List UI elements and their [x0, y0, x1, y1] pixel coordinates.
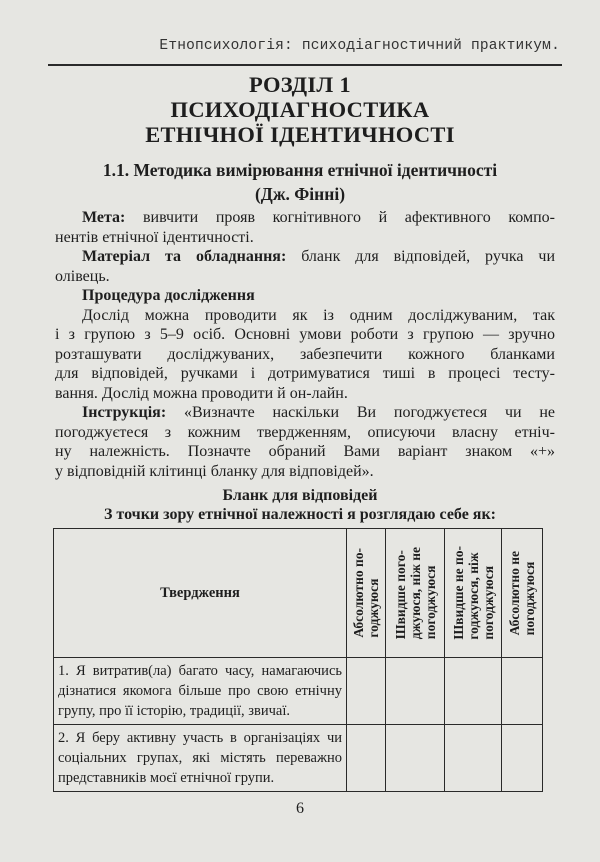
chapter-title-line1: ПСИХОДІАГНОСТИКА — [170, 97, 430, 122]
procedure-line: вання. Дослід можна проводити й он-лайн. — [55, 384, 348, 402]
instruction-line: погоджуєтеся з кожним твердженням, описуючи власну етніч- — [55, 423, 555, 441]
material-line1 — [82, 247, 555, 266]
instruction-line: ну належність. Позначте обраний Вами варіант знаком «+» — [55, 443, 555, 460]
answer-cell[interactable] — [502, 725, 543, 792]
statement-1: 1. Я витратив(ла) багато часу, намагаючись дізнатися якомога більше про свою етнічну групу, про її історію, традиції, звичаї. — [54, 658, 347, 725]
aim-label: Мета: — [82, 209, 126, 226]
page-number: 6 — [296, 800, 304, 817]
instruction-line1 — [82, 403, 555, 422]
column-header-statement: Твердження — [54, 529, 347, 658]
running-head: Етнопсихологія: психодіагностичний практикум. — [159, 38, 560, 54]
column-header-text: Швидше пого- джуюся, ніж не погоджуюся — [392, 546, 438, 640]
header-rule — [48, 64, 562, 66]
procedure-line: для відповідей, ручками і дотримуватися тиші в процесі тесту- — [55, 365, 555, 382]
answer-cell[interactable] — [445, 658, 502, 725]
instruction-line: у відповідній клітинці бланку для відповідей». — [55, 462, 374, 480]
table-header-row — [54, 529, 543, 658]
answer-cell[interactable] — [386, 725, 445, 792]
answer-cell[interactable] — [347, 658, 386, 725]
material-text: бланк для відповідей, ручка чи — [301, 248, 556, 265]
answer-cell[interactable] — [386, 658, 445, 725]
form-subtitle: З точки зору етнічної належності я розглядаю себе як: — [103, 506, 497, 523]
material-label: Матеріал та обладнання: — [82, 248, 287, 265]
column-header-text: Абсолютно по- годжуюся — [351, 548, 381, 638]
column-header-text: Швидше не по- годжуюся, ніж погоджуюся — [450, 546, 496, 640]
answer-cell[interactable] — [445, 725, 502, 792]
column-header-text: Абсолютно не погоджуюся — [507, 550, 537, 636]
instruction-label: Інструкція: — [82, 404, 167, 421]
section-title-line1: 1.1. Методика вимірювання етнічної ідентичності — [102, 160, 498, 180]
aim-line1 — [82, 208, 555, 227]
table-row — [54, 725, 543, 792]
column-header-rather-agree — [386, 529, 445, 658]
column-header-strongly-agree — [347, 529, 386, 658]
aim-text: вивчити прояв когнітивного й афективного компо- — [142, 209, 555, 226]
procedure-heading: Процедура дослідження — [82, 287, 255, 304]
instruction-text: «Визначте наскільки Ви погоджуєтеся чи не — [183, 404, 556, 421]
aim-line2: нентів етнічної ідентичності. — [55, 228, 254, 246]
statement-2: 2. Я беру активну участь в організаціях чи соціальних групах, які містять переважно представників моєї етнічної групи. — [54, 725, 347, 792]
column-header-rather-disagree — [445, 529, 502, 658]
column-header-strongly-disagree — [502, 529, 543, 658]
table-row — [54, 658, 543, 725]
chapter-title-line2: ЕТНІЧНОЇ ІДЕНТИЧНОСТІ — [145, 122, 455, 147]
answer-form-table — [53, 528, 543, 792]
section-title-line2: (Дж. Фінні) — [254, 184, 346, 204]
answer-cell[interactable] — [502, 658, 543, 725]
procedure-line: і з групою з 5–9 осіб. Основні умови роботи з групою — зручно — [55, 326, 555, 343]
form-title: Бланк для відповідей — [222, 487, 378, 504]
procedure-line: розташувати досліджуваних, забезпечити кожного бланками — [55, 345, 555, 363]
chapter-label: РОЗДІЛ 1 — [249, 72, 351, 97]
procedure-line: Дослід можна проводити як із одним досліджуваним, так — [82, 306, 555, 324]
answer-cell[interactable] — [347, 725, 386, 792]
material-line2: олівець. — [55, 267, 110, 285]
